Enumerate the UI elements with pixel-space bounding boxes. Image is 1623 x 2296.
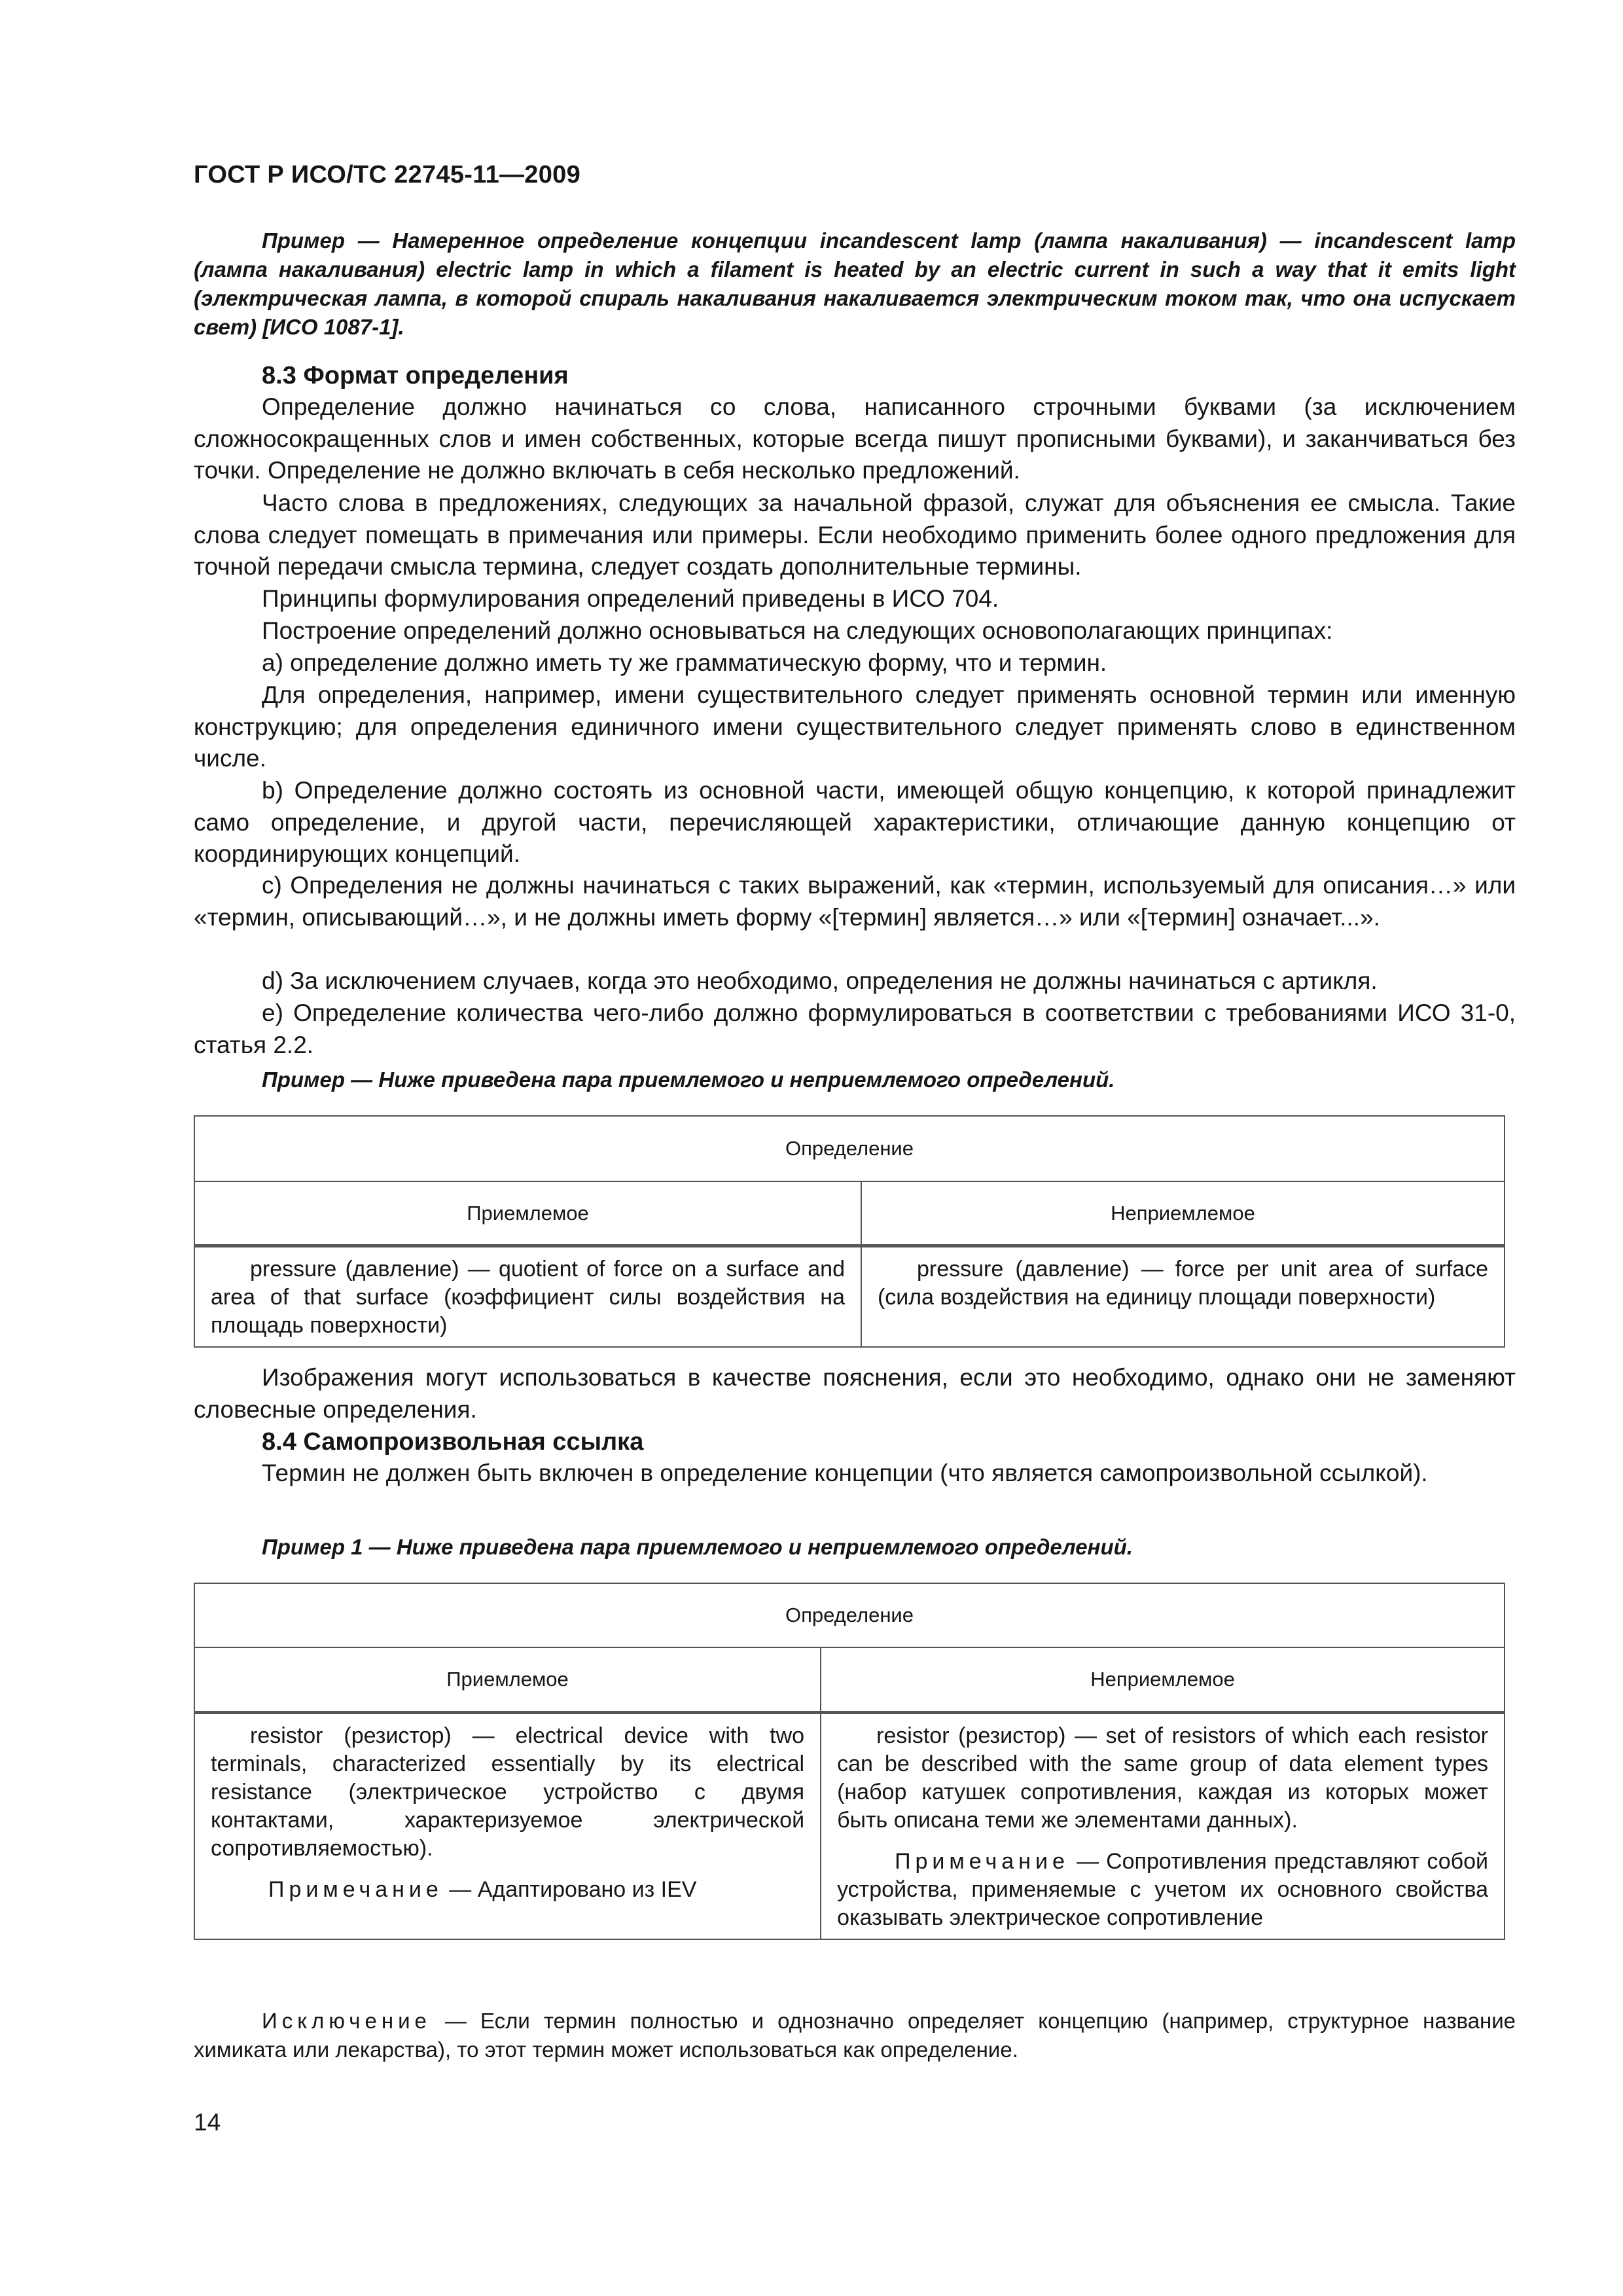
example-intentional-definition: Пример — Намеренное определение концепции incandescent lamp (лампа накаливания) — incandescent lamp (лампа накаливания) electric lamp in which a filament is heated by an electric current in such a way that it emits light (электрическая лампа, в которой спираль накаливания накаливается электрическим током так, что она испускает свет) [ИСО 1087-1]. — [194, 228, 1516, 339]
section-8-3-paragraph-5: Для определения, например, имени существительного следует применять основной термин или именную конструкцию; для определения единичного имени существительного следует применять слово в единственном числе. — [194, 681, 1516, 772]
section-8-3-paragraph-1: Определение должно начинаться со слова, написанного строчными буквами (за исключением сложносокращенных слов и имен собственных, которые всегда пишут прописными буквами), и заканчиваться без точки. Определение не должно включать в себя несколько предложений. — [194, 393, 1516, 484]
column-header-acceptable: Приемлемое — [194, 1647, 821, 1713]
unacceptable-definition: pressure (давление) — force per unit area of surface (сила воздействия на единицу площади поверхности) — [877, 1257, 1488, 1310]
column-header-unacceptable: Неприемлемое — [821, 1647, 1505, 1713]
note-text: — Адаптировано из IEV — [442, 1877, 697, 1902]
section-8-4-heading: 8.4 Самопроизвольная ссылка — [262, 1428, 644, 1456]
unacceptable-note — [837, 1848, 1488, 1932]
note-label: Примечание — [268, 1877, 443, 1902]
section-8-3-paragraph-4: Построение определений должно основываться на следующих основополагающих принципах: — [262, 617, 1333, 644]
section-8-4-paragraph-1: Термин не должен быть включен в определение концепции (что является самопроизвольной ссылкой). — [262, 1460, 1428, 1486]
list-item-d: d) За исключением случаев, когда это необходимо, определения не должны начинаться с артикля. — [262, 967, 1378, 994]
definition-table-1 — [194, 1115, 1505, 1348]
exception-paragraph — [194, 2007, 1516, 2064]
exception-text: — Если термин полностью и однозначно определяет концепцию (например, структурное название химиката или лекарства), то этот термин может использоваться как определение. — [194, 2009, 1516, 2062]
acceptable-definition-cell — [194, 1246, 861, 1348]
table-row — [194, 1713, 1505, 1940]
document-header: ГОСТ Р ИСО/ТС 22745-11—2009 — [194, 161, 581, 188]
images-note-paragraph: Изображения могут использоваться в качестве пояснения, если это необходимо, однако они не заменяют словесные определения. — [194, 1364, 1516, 1423]
exception-label: Исключение — [262, 2009, 431, 2033]
note-label: Примечание — [895, 1849, 1069, 1874]
definition-table-2 — [194, 1583, 1505, 1940]
column-header-acceptable: Приемлемое — [194, 1181, 861, 1246]
section-8-3-paragraph-3: Принципы формулирования определений приведены в ИСО 704. — [262, 585, 999, 612]
example-table-2-caption: Пример 1 — Ниже приведена пара приемлемого и неприемлемого определений. — [262, 1535, 1133, 1559]
section-8-3-paragraph-2: Часто слова в предложениях, следующих за начальной фразой, служат для объяснения ее смысла. Такие слова следует помещать в примечания или примеры. Если необходимо применить более одного предложения для точной передачи смысла термина, следует создать дополнительные термины. — [194, 490, 1516, 580]
acceptable-note — [211, 1876, 804, 1904]
unacceptable-definition-cell — [861, 1246, 1505, 1348]
acceptable-definition: resistor (резистор) — electrical device with two terminals, characterized essentially by its electrical resistance (электрическое устройство с двумя контактами, характеризуемое электрической сопротивляемостью). — [211, 1723, 805, 1861]
unacceptable-definition-cell — [821, 1713, 1505, 1940]
table-title-cell: Определение — [194, 1116, 1505, 1181]
page-number: 14 — [194, 2109, 221, 2136]
column-header-unacceptable: Неприемлемое — [861, 1181, 1505, 1246]
table-row — [194, 1246, 1505, 1348]
table-title-cell: Определение — [194, 1583, 1505, 1647]
acceptable-definition-cell — [194, 1713, 821, 1940]
list-item-c: c) Определения не должны начинаться с таких выражений, как «термин, используемый для описания…» или «термин, описывающий…», и не должны иметь форму «[термин] является…» или «[термин] означает...». — [194, 872, 1516, 931]
list-item-b: b) Определение должно состоять из основной части, имеющей общую концепцию, к которой принадлежит само определение, и другой части, перечисляющей характеристики, отличающие данную концепцию от координирующих концепций. — [194, 777, 1516, 867]
list-item-e: e) Определение количества чего-либо должно формулироваться в соответствии с требованиями ИСО 31-0, статья 2.2. — [194, 999, 1516, 1058]
list-item-a: a) определение должно иметь ту же грамматическую форму, что и термин. — [262, 649, 1107, 676]
example-table-1-caption: Пример — Ниже приведена пара приемлемого и неприемлемого определений. — [262, 1067, 1115, 1092]
section-8-3-heading: 8.3 Формат определения — [262, 362, 569, 389]
note-text: — Сопротивления представляют собой устройства, применяемые с учетом их основного свойства оказывать электрическое сопротивление — [837, 1849, 1488, 1930]
acceptable-definition: pressure (давление) — quotient of force on a surface and area of that surface (коэффициент силы воздействия на площадь поверхности) — [211, 1257, 845, 1338]
unacceptable-definition: resistor (резистор) — set of resistors of which each resistor can be described with the same group of data element types (набор катушек сопротивления, каждая из которых может быть описана теми же элементами данных). — [837, 1723, 1488, 1833]
